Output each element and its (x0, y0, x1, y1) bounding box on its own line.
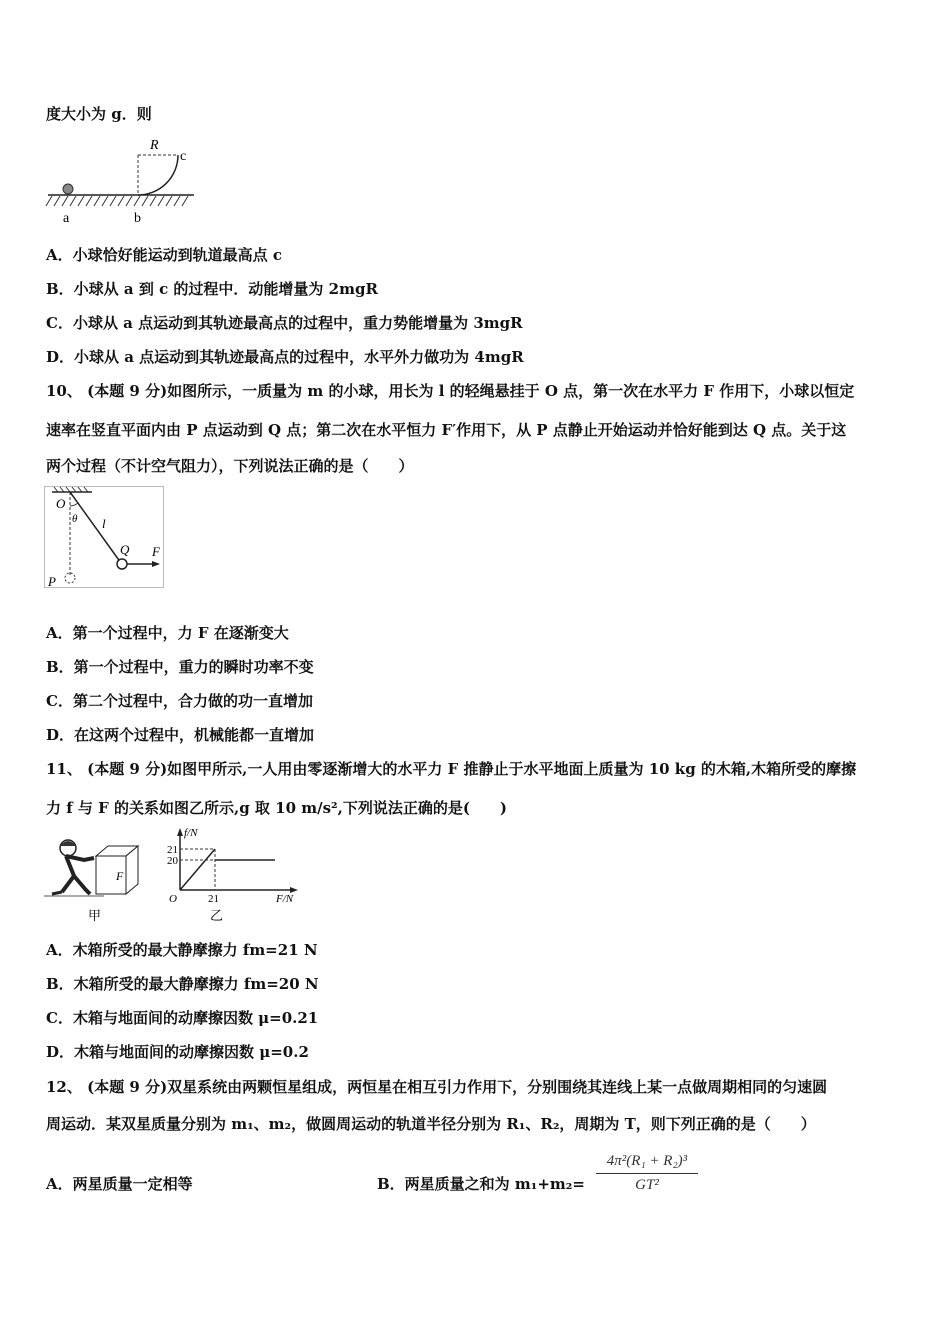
label-O: O (56, 496, 66, 511)
label-R: R (150, 138, 159, 153)
q10-pendulum-figure (44, 486, 166, 590)
box-label-F: F (116, 869, 124, 883)
q10-stem-line2: 速率在竖直平面内由 P 点运动到 Q 点；第二次在水平恒力 F′作用下，从 P 点静止开始运动并恰好能到达 Q 点。关于这 (46, 421, 847, 439)
q10-option-d: D．在这两个过程中，机械能都一直增加 (46, 726, 315, 744)
label-yi: 乙 (210, 908, 224, 923)
formula-bar (596, 1173, 698, 1174)
origin-label: O (169, 893, 177, 905)
q9-tail: 度大小为 g．则 (46, 105, 152, 123)
label-a: a (63, 211, 70, 226)
formula-denominator: GT² (635, 1177, 659, 1193)
q11-stem-line2: 力 f 与 F 的关系如图乙所示,g 取 10 m/s²,下列说法正确的是( ) (46, 799, 508, 817)
q12-stem-line1: 12、 (本题 9 分)双星系统由两颗恒星组成，两恒星在相互引力作用下，分别围绕其连线上某一点做周期相同的匀速圆 (46, 1078, 828, 1096)
q11-push-box-figure (44, 834, 144, 926)
label-Q: Q (120, 542, 130, 557)
label-F: F (152, 544, 160, 559)
q12-formula (592, 1150, 702, 1195)
tick-y21: 21 (167, 844, 178, 856)
q11-stem-line1: 11、 (本题 9 分)如图甲所示,一人用由零逐渐增大的水平力 F 推静止于水平地面上质量为 10 kg 的木箱,木箱所受的摩擦 (46, 760, 857, 778)
label-jia: 甲 (88, 908, 102, 923)
label-P: P (48, 574, 56, 589)
q10-stem-line3: 两个过程（不计空气阻力），下列说法正确的是（ ） (46, 457, 414, 475)
q10-option-b: B．第一个过程中，重力的瞬时功率不变 (46, 658, 314, 676)
q9-option-d: D．小球从 a 点运动到其轨迹最高点的过程中，水平外力做功为 4mgR (46, 348, 524, 366)
q10-stem-line1: 10、 (本题 9 分)如图所示，一质量为 m 的小球，用长为 l 的轻绳悬挂于 O 点，第一次在水平力 F 作用下，小球以恒定 (46, 382, 855, 400)
q9-option-b: B．小球从 a 到 c 的过程中．动能增量为 2mgR (46, 280, 378, 298)
q9-option-c: C．小球从 a 点运动到其轨迹最高点的过程中，重力势能增量为 3mgR (46, 314, 523, 332)
q12-stem-line2: 周运动．某双星质量分别为 m₁、m₂，做圆周运动的轨道半径分别为 R₁、R₂，周期为 T，则下列正确的是（ ） (46, 1115, 816, 1133)
y-axis-label: f/N (184, 828, 198, 839)
label-theta: θ (72, 513, 78, 525)
q11-option-d: D．木箱与地面间的动摩擦因数 μ=0.2 (46, 1043, 309, 1061)
q11-friction-graph (160, 828, 310, 926)
q10-option-a: A．第一个过程中，力 F 在逐渐变大 (46, 624, 289, 642)
tick-y20: 20 (167, 855, 178, 867)
tick-x21: 21 (208, 893, 219, 905)
q11-option-b: B．木箱所受的最大静摩擦力 fm=20 N (46, 975, 319, 993)
q12-option-b: B．两星质量之和为 m₁+m₂= (377, 1175, 585, 1193)
x-axis-label: F/N (276, 893, 294, 905)
label-b: b (134, 211, 141, 226)
label-l: l (102, 516, 106, 531)
q11-option-a: A．木箱所受的最大静摩擦力 fm=21 N (46, 941, 318, 959)
q10-option-c: C．第二个过程中，合力做的功一直增加 (46, 692, 313, 710)
q11-option-c: C．木箱与地面间的动摩擦因数 μ=0.21 (46, 1009, 319, 1027)
q9-track-figure (44, 134, 204, 226)
q12-option-a: A．两星质量一定相等 (46, 1175, 193, 1193)
label-c: c (180, 149, 187, 164)
formula-numerator: 4π²(R₁ + R₂)³ (606, 1153, 688, 1169)
q9-option-a: A．小球恰好能运动到轨道最高点 c (46, 246, 282, 264)
